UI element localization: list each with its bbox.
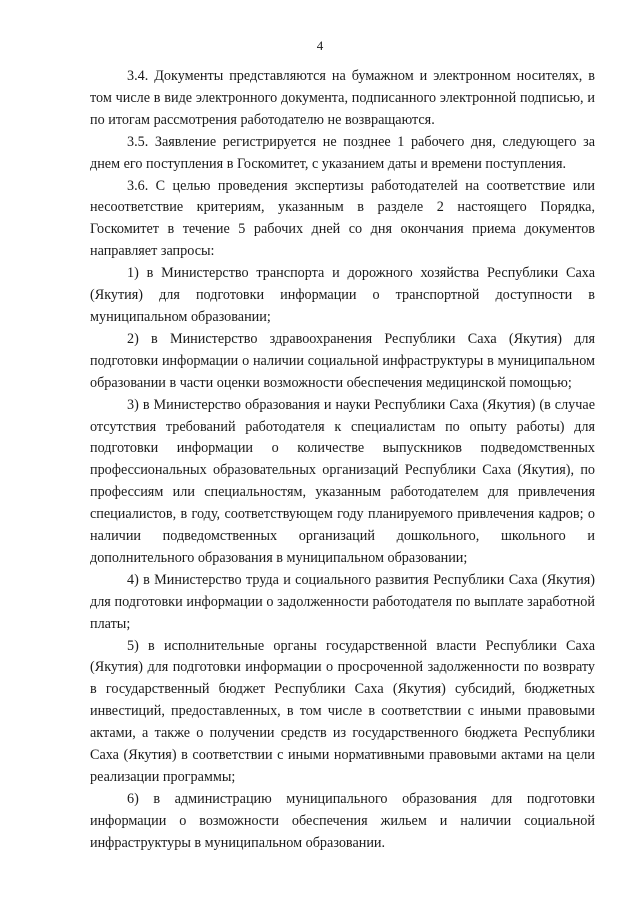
list-item-6: 6) в администрацию муниципального образования для подготовки информации о возможности обеспечения жильем и наличии социальной инфраструктуры в муниципальном образовании. — [90, 790, 595, 851]
list-item-4: 4) в Министерство труда и социального развития Республики Саха (Якутия) для подготовки информации о задолженности работодателя по выплате заработной платы; — [90, 571, 595, 632]
paragraph-3-4: 3.4. Документы представляются на бумажном и электронном носителях, в том числе в виде электронного документа, подписанного электронной подписью, и по итогам рассмотрения работодателю не возвращаются. — [90, 68, 595, 128]
list-item-1: 1) в Министерство транспорта и дорожного хозяйства Республики Саха (Якутия) для подготовки информации о транспортной доступности в муниципальном образовании; — [90, 265, 595, 325]
document-body — [90, 66, 595, 855]
list-item-5: 5) в исполнительные органы государственной власти Республики Саха (Якутия) для подготовки информации о просроченной задолженности по возврату в государственный бюджет Республики Саха (Якутия) субсидий, бюджетных инвестиций, предоставленных, в том числе в соответствии с иными правовыми актами, а также о получении средств из государственного бюджета Республики Саха (Якутия) в соответствии с иными нормативными правовыми актами на цели реализации программы; — [90, 637, 595, 785]
paragraph-3-6: 3.6. С целью проведения экспертизы работодателей на соответствие или несоответствие критериям, указанным в разделе 2 настоящего Порядка, Госкомитет в течение 5 рабочих дней со дня окончания приема документов направляет запросы: — [90, 177, 595, 260]
list-item-2: 2) в Министерство здравоохранения Республики Саха (Якутия) для подготовки информации о наличии социальной инфраструктуры в муниципальном образовании в части оценки возможности обеспечения медицинской помощью; — [90, 330, 595, 391]
page-number: 4 — [316, 38, 324, 53]
list-item-3: 3) в Министерство образования и науки Республики Саха (Якутия) (в случае отсутствия требований работодателя к специалистам по опыту работы) для подготовки информации о количестве выпускников подведомственных профессиональных образовательных организаций Республики Саха (Якутия), по профессиям или специальностям, указанным работодателем для привлечения специалистов, в году, соответствующем году планируемого привлечения кадров; о наличии подведомственных организаций дошкольного, школьного и дополнительного образования в муниципальном образовании; — [90, 396, 595, 566]
paragraph-3-5: 3.5. Заявление регистрируется не позднее 1 рабочего дня, следующего за днем его поступления в Госкомитет, с указанием даты и времени поступления. — [90, 133, 595, 172]
